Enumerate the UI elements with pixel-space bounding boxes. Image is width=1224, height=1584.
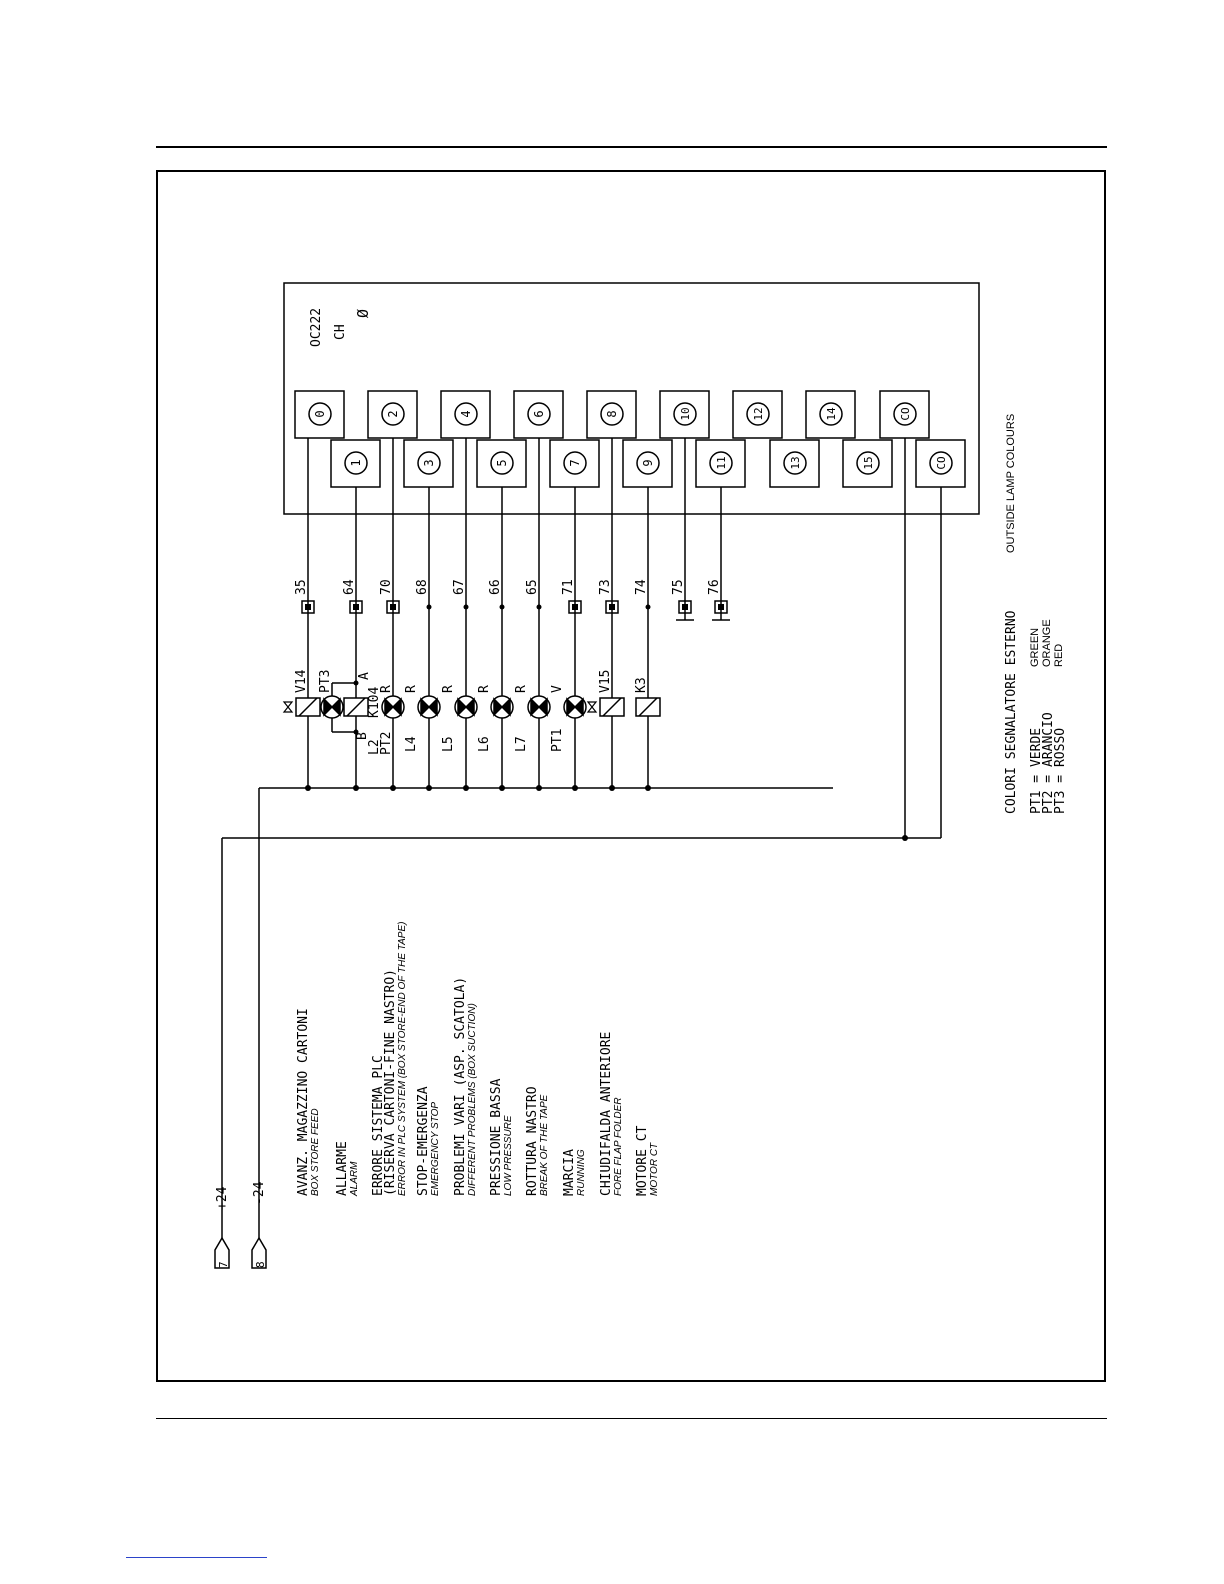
function-en: DIFFERENT PROBLEMS (BOX SUCTION)	[467, 1003, 478, 1196]
terminal-top-0: 0	[313, 410, 327, 418]
legend-row-en: GREEN	[1029, 627, 1041, 667]
device-r: R	[379, 685, 394, 693]
terminal-bottom-13: 13	[789, 456, 802, 470]
device-k104: K104	[367, 686, 382, 718]
function-it: PROBLEMI VARI (ASP. SCATOLA)	[453, 976, 468, 1196]
supply-minus-label: -24	[252, 1181, 267, 1205]
lamp-pt3	[321, 696, 343, 718]
module-channel-label: CH	[333, 324, 348, 340]
device-l6: L6	[477, 736, 492, 752]
terminal-top-12: 12	[752, 407, 765, 421]
terminal-top-4: 4	[459, 410, 473, 418]
function-it: MOTORE CT	[635, 1125, 650, 1196]
terminal-bottom-7: 7	[568, 459, 582, 467]
wire-number: 74	[634, 579, 649, 595]
lamp-pt2	[382, 696, 404, 718]
wire-number: 76	[707, 579, 722, 595]
function-en: EMERGENCY STOP	[430, 1101, 441, 1196]
function-it: CHIUDIFALDA ANTERIORE	[599, 1031, 614, 1196]
terminal-bottom-15: 15	[862, 456, 875, 470]
device-pt1: PT1	[550, 728, 565, 752]
lamp-l7	[528, 696, 550, 718]
legend-row-code: PT1 = VERDE	[1029, 727, 1044, 814]
legend-row-en: ORANGE	[1041, 619, 1053, 667]
device-r: R	[404, 685, 419, 693]
lamp-l6	[491, 696, 513, 718]
wire-number: 65	[525, 579, 540, 595]
legend-row-code: PT2 = ARANCIO	[1041, 712, 1056, 814]
module-code: OC222	[309, 307, 324, 347]
wire-number: 66	[488, 579, 503, 595]
lamp-l4	[418, 696, 440, 718]
function-it: AVANZ. MAGAZZINO CARTONI	[296, 1008, 311, 1196]
legend-title-it: COLORI SEGNALATORE ESTERNO	[1004, 610, 1019, 814]
legend-row-code: PT3 = ROSSO	[1053, 727, 1068, 814]
device-v15: V15	[598, 669, 613, 693]
function-en: MOTOR CT	[649, 1142, 660, 1196]
device-v: V	[550, 685, 565, 693]
wire-number: 64	[342, 579, 357, 595]
supply-minus-box: 8	[254, 1261, 267, 1268]
device-r: R	[441, 685, 456, 693]
function-it: ROTTURA NASTRO	[525, 1086, 540, 1196]
device-l7: L7	[514, 736, 529, 752]
function-en: FORE FLAP FOLDER	[613, 1097, 624, 1196]
terminal-top-6: 6	[532, 410, 546, 418]
function-en: ALARM	[349, 1161, 360, 1196]
device-r: R	[514, 685, 529, 693]
lamp-pt1	[564, 696, 586, 718]
device-r: R	[477, 685, 492, 693]
device-pt3: PT3	[318, 669, 333, 693]
wire-number: 68	[415, 579, 430, 595]
function-en: LOW PRESSURE	[503, 1115, 514, 1196]
device-b: B	[355, 732, 370, 740]
terminal-top-14: 14	[825, 407, 838, 421]
function-en: BOX STORE FEED	[310, 1108, 321, 1196]
wire-number: 73	[598, 579, 613, 595]
device-a: A	[357, 672, 372, 680]
wire-number: 35	[294, 579, 309, 595]
oc222-module	[284, 283, 979, 514]
terminal-top-8: 8	[605, 410, 619, 418]
device-l5: L5	[441, 736, 456, 752]
terminal-bottom-1: 1	[349, 459, 363, 467]
function-it2: (RISERVA CARTONI-FINE NASTRO)	[383, 969, 398, 1196]
supply-plus-box: 7	[217, 1261, 230, 1268]
device-v14: V14	[294, 669, 309, 693]
terminal-top-co: CO	[899, 407, 912, 421]
function-en: BREAK OF THE TAPE	[539, 1094, 550, 1196]
device-pt2: PT2	[379, 731, 394, 755]
wire-number: 71	[561, 579, 576, 595]
module-channel-value: Ø	[354, 308, 372, 318]
wire-number: 70	[379, 579, 394, 595]
device-k3: K3	[634, 677, 649, 693]
terminal-bottom-11: 11	[715, 456, 728, 470]
wire-number: 67	[452, 579, 467, 595]
function-it: ERRORE SISTEMA PLC	[371, 1055, 386, 1196]
function-en: ERROR IN PLC SYSTEM (BOX STORE-END OF THE TAPE)	[397, 921, 408, 1196]
function-it: STOP-EMERGENZA	[416, 1086, 431, 1196]
supply-plus-label: +24	[215, 1186, 230, 1210]
device-l2: L2	[367, 739, 382, 755]
terminal-bottom-co: CO	[935, 456, 948, 470]
terminal-top-2: 2	[386, 410, 400, 418]
wire-number: 75	[671, 579, 686, 595]
legend-row-en: RED	[1053, 643, 1065, 667]
device-l4: L4	[404, 736, 419, 752]
terminal-bottom-5: 5	[495, 459, 509, 467]
terminal-bottom-3: 3	[422, 459, 436, 467]
lamp-l5	[455, 696, 477, 718]
function-it: MARCIA	[562, 1149, 577, 1196]
function-it: PRESSIONE BASSA	[489, 1078, 504, 1196]
terminal-bottom-9: 9	[641, 459, 655, 467]
terminal-top-10: 10	[679, 407, 692, 421]
function-it: ALLARME	[335, 1141, 350, 1196]
legend-title-en: OUTSIDE LAMP COLOURS	[1005, 413, 1017, 553]
function-en: RUNNING	[576, 1149, 587, 1196]
